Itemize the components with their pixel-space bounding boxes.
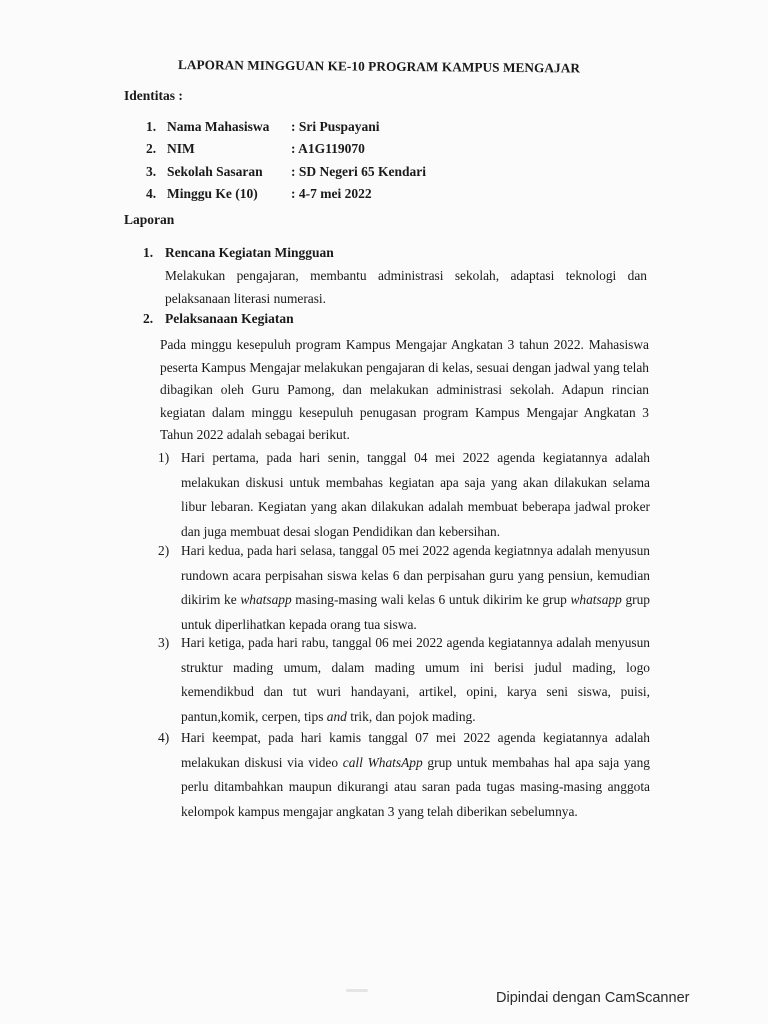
section-number: 1. bbox=[143, 245, 154, 260]
activity-item bbox=[158, 631, 650, 729]
document-title: LAPORAN MINGGUAN KE-10 PROGRAM KAMPUS MENGAJAR bbox=[177, 57, 581, 76]
section-heading-rencana bbox=[143, 245, 334, 261]
item-number: 3) bbox=[158, 635, 170, 650]
identity-value: : SD Negeri 65 Kendari bbox=[291, 164, 426, 179]
activity-item bbox=[158, 726, 650, 824]
section-heading-pelaksanaan bbox=[143, 311, 294, 327]
identity-row-week bbox=[146, 186, 372, 206]
item-number: 4) bbox=[158, 730, 170, 745]
section-number: 2. bbox=[143, 311, 154, 326]
identity-label: Sekolah Sasaran bbox=[167, 164, 263, 179]
identity-number: 4. bbox=[146, 186, 157, 201]
section-paragraph-pelaksanaan: Pada minggu kesepuluh program Kampus Mengajar Angkatan 3 tahun 2022. Mahasiswa peserta Kampus Mengajar melakukan pengajaran di kelas, sesuai dengan jadwal yang telah dibagikan oleh Guru Pamong, dan melakukan administrasi sekolah. Adapun rincian kegiatan dalam minggu kesepuluh penugasan program Kampus Mengajar Angkatan 3 Tahun 2022 adalah sebagai berikut. bbox=[160, 337, 649, 443]
item-number: 1) bbox=[158, 450, 170, 465]
identity-label: NIM bbox=[167, 141, 195, 156]
identity-number: 1. bbox=[146, 119, 157, 134]
item-text: Hari keempat, pada hari kamis tanggal 07 mei 2022 agenda kegiatannya adalah melakukan diskusi via video call WhatsApp grup untuk membahas hal apa saja yang perlu ditambahkan maupun dikurangi atau saran pada tugas masing-masing anggota kelompok kampus mengajar angkatan 3 yang telah diberikan sebelumnya. bbox=[181, 730, 650, 819]
section-title: Rencana Kegiatan Mingguan bbox=[165, 245, 334, 260]
identity-row-school bbox=[146, 164, 426, 184]
identity-label: Nama Mahasiswa bbox=[167, 119, 270, 134]
scan-smudge bbox=[346, 989, 368, 992]
activity-item bbox=[158, 446, 650, 544]
item-number: 2) bbox=[158, 543, 170, 558]
identity-row-name bbox=[146, 119, 380, 139]
identity-value: : Sri Puspayani bbox=[291, 119, 380, 134]
identity-row-nim bbox=[146, 141, 365, 161]
activity-item bbox=[158, 539, 650, 637]
laporan-heading: Laporan bbox=[124, 212, 175, 227]
identity-value: : A1G119070 bbox=[291, 141, 365, 156]
identity-label: Minggu Ke (10) bbox=[167, 186, 258, 201]
identity-value: : 4-7 mei 2022 bbox=[291, 186, 372, 201]
identity-number: 2. bbox=[146, 141, 157, 156]
section-paragraph-rencana: Melakukan pengajaran, membantu administrasi sekolah, adaptasi teknologi dan pelaksanaan literasi numerasi. bbox=[165, 268, 647, 306]
item-text: Hari kedua, pada hari selasa, tanggal 05 mei 2022 agenda kegiatnnya adalah menyusun rundown acara perpisahan siswa kelas 6 dan perpisahan guru yang pensiun, kemudian dikirim ke whatsapp masing-masing wali kelas 6 untuk dikirim ke grup whatsapp grup untuk diperlihatkan kepada orang tua siswa. bbox=[181, 543, 650, 632]
item-text: Hari pertama, pada hari senin, tanggal 04 mei 2022 agenda kegiatannya adalah melakukan diskusi untuk membahas kegiatan apa saja yang akan dilakukan selama libur lebaran. Kegiatan yang akan dilakukan adalah membuat beberapa jadwal proker dan juga membuat desai slogan Pendidikan dan kebersihan. bbox=[181, 450, 650, 539]
identity-number: 3. bbox=[146, 164, 157, 179]
identitas-heading: Identitas : bbox=[124, 88, 183, 103]
section-title: Pelaksanaan Kegiatan bbox=[165, 311, 294, 326]
item-text: Hari ketiga, pada hari rabu, tanggal 06 mei 2022 agenda kegiatannya adalah menyusun struktur mading umum, dalam mading umum ini berisi judul mading, logo kemendikbud dan tut wuri handayani, artikel, opini, karya seni siswa, puisi, pantun,komik, cerpen, tips and trik, dan pojok mading. bbox=[181, 635, 650, 724]
camscanner-watermark: Dipindai dengan CamScanner bbox=[496, 990, 690, 1006]
